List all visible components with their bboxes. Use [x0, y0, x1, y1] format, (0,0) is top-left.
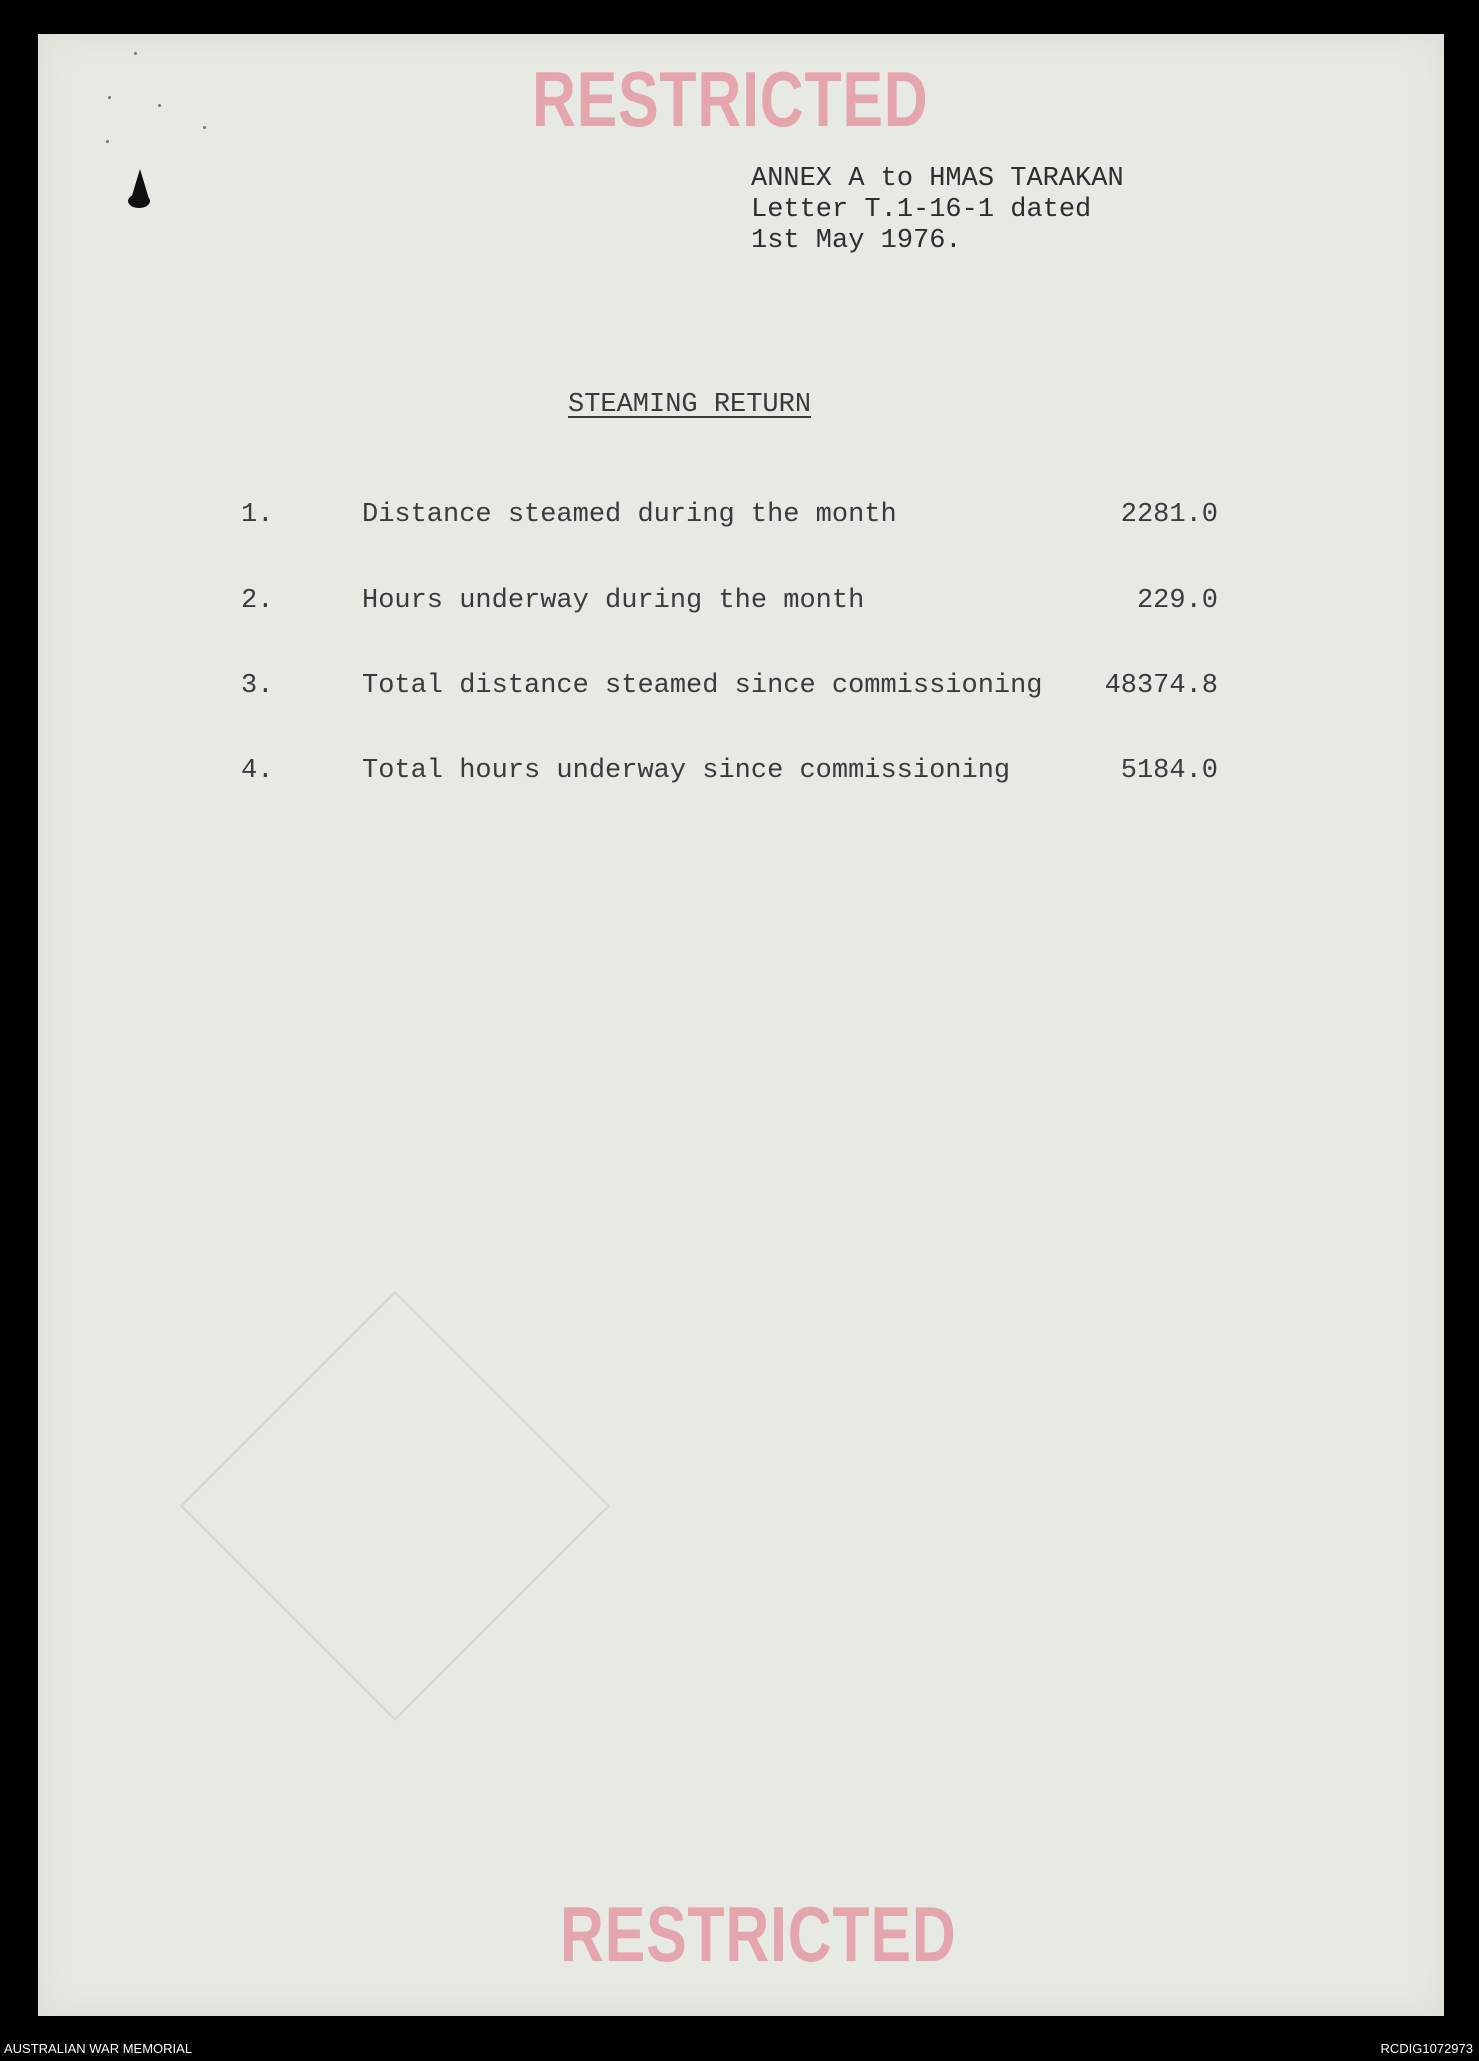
item-value: 48374.8 [1104, 671, 1218, 701]
punch-hole-mark [128, 194, 150, 208]
return-item [38, 586, 1444, 626]
item-label: Total distance steamed since commissioning [362, 671, 1043, 701]
annex-reference [751, 164, 1124, 257]
return-item [38, 671, 1444, 711]
paper-speck [158, 104, 161, 107]
item-label: Distance steamed during the month [362, 500, 897, 530]
item-number: 2. [241, 586, 274, 616]
paper-speck [106, 140, 109, 143]
document-page [38, 34, 1444, 2016]
item-label: Hours underway during the month [362, 586, 865, 616]
return-item [38, 756, 1444, 796]
item-number: 1. [241, 500, 274, 530]
paper-watermark [180, 1291, 610, 1721]
restricted-stamp-bottom: RESTRICTED [560, 1890, 957, 1978]
paper-speck [134, 52, 137, 55]
item-label: Total hours underway since commissioning [362, 756, 1011, 786]
paper-speck [108, 96, 111, 99]
restricted-stamp-top: RESTRICTED [532, 55, 929, 143]
paper-speck [203, 126, 206, 129]
item-number: 4. [241, 756, 274, 786]
annex-line-1: ANNEX A to HMAS TARAKAN [751, 164, 1124, 194]
annex-line-2: Letter T.1-16-1 dated [751, 195, 1092, 225]
item-value: 2281.0 [1120, 500, 1218, 530]
archive-credit: AUSTRALIAN WAR MEMORIAL [4, 2041, 193, 2056]
document-heading: STEAMING RETURN [568, 390, 812, 420]
item-value: 5184.0 [1120, 756, 1218, 786]
return-item [38, 500, 1444, 540]
item-value: 229.0 [1136, 586, 1218, 616]
archive-reference-id: RCDIG1072973 [1380, 2041, 1473, 2056]
annex-line-3: 1st May 1976. [751, 226, 962, 256]
item-number: 3. [241, 671, 274, 701]
